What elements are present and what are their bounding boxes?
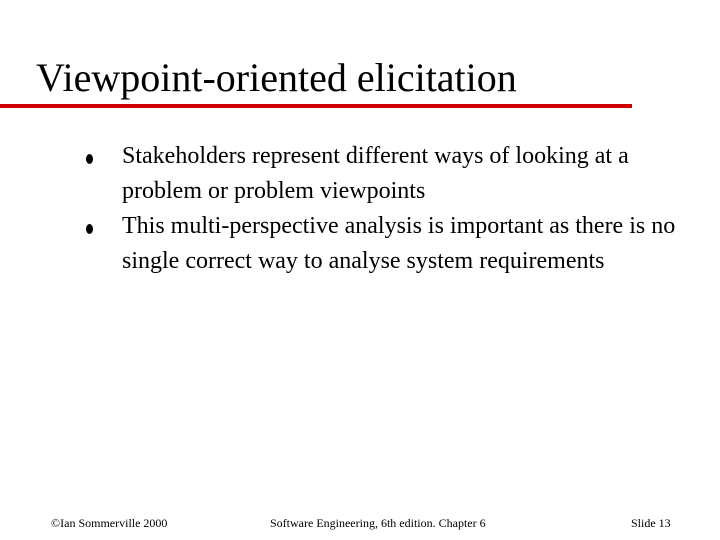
footer-book-title: Software Engineering, 6th edition. Chapter 6 xyxy=(270,516,486,530)
footer-copyright: ©Ian Sommerville 2000 xyxy=(51,516,168,530)
footer-slide-number: Slide 13 xyxy=(631,516,671,530)
bullet-item xyxy=(0,139,720,209)
bullet-dot-icon xyxy=(86,154,93,164)
bullet-dot-icon xyxy=(86,224,93,234)
title-underline-rule xyxy=(0,104,632,108)
slide-title: Viewpoint-oriented elicitation xyxy=(36,55,517,100)
bullet-text: This multi-perspective analysis is important as there is no single correct way to analyse system requirements xyxy=(122,213,676,274)
bullet-item xyxy=(0,209,720,279)
bullet-text: Stakeholders represent different ways of looking at a problem or problem viewpoints xyxy=(122,143,629,204)
bullet-list xyxy=(0,139,720,279)
